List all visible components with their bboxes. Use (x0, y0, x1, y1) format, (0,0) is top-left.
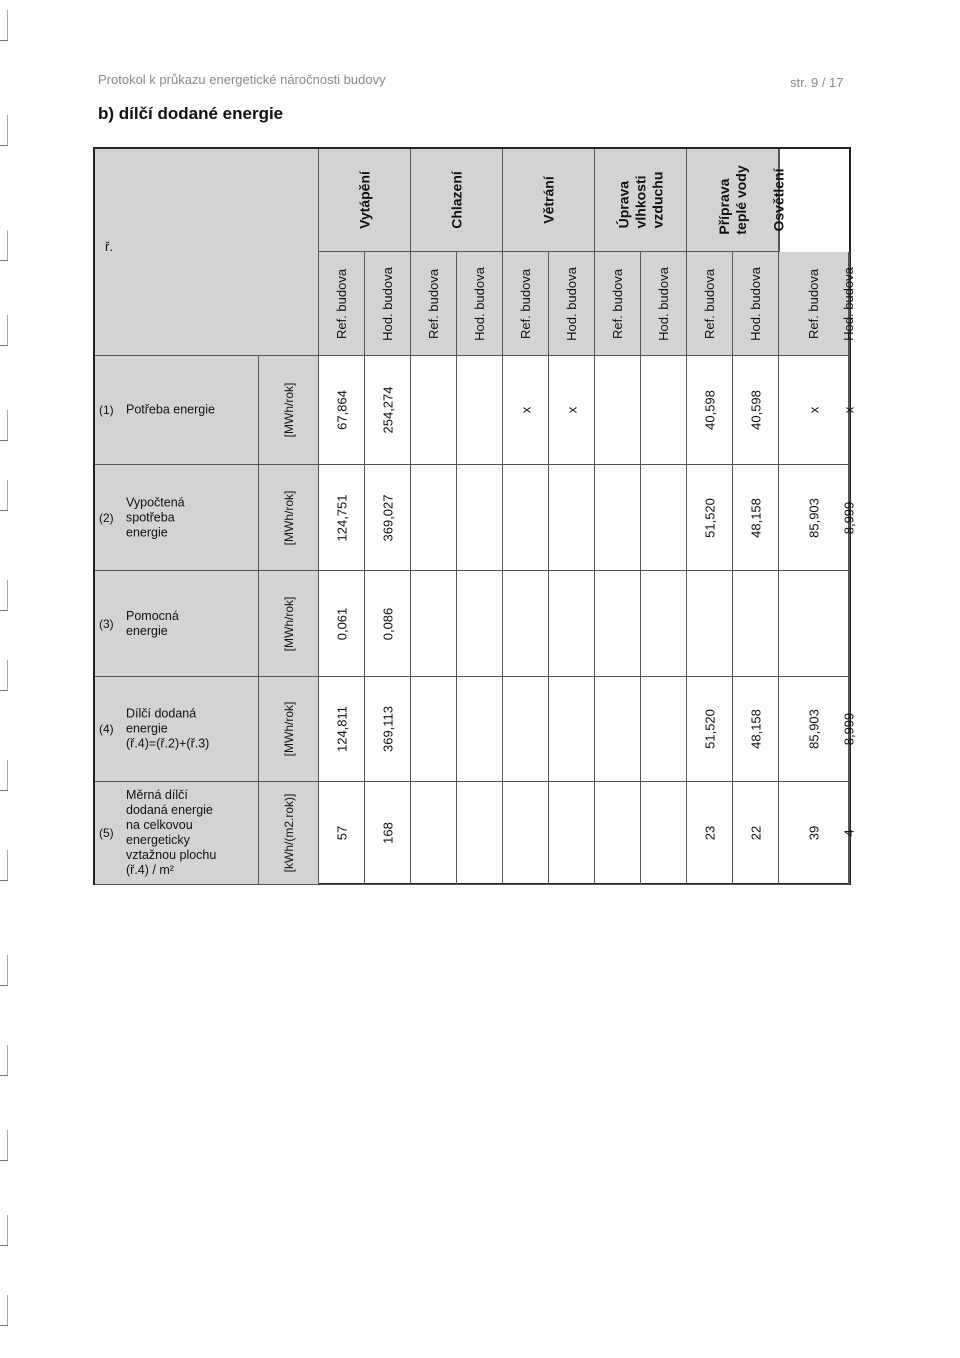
subrow-label: Hod. budova (471, 266, 487, 341)
subrow-header (641, 252, 687, 356)
binder-mark (0, 440, 8, 441)
binder-mark (0, 985, 8, 986)
value-cell (503, 571, 549, 677)
row-label-line: dodaná energie (126, 803, 213, 817)
value-cell (457, 782, 503, 885)
subrow-label: Ref. budova (805, 268, 821, 339)
value-cell (641, 465, 687, 571)
subrow-header (457, 252, 503, 356)
value: 51,520 (702, 709, 717, 749)
value-cell (503, 782, 549, 885)
value: 22 (748, 825, 763, 841)
value-cell (457, 571, 503, 677)
row-label (126, 609, 246, 639)
subrow-header (841, 252, 856, 356)
value-cell (457, 465, 503, 571)
subrow-label: Ref. budova (609, 268, 625, 339)
row-label-line: Potřeba energie (126, 402, 215, 417)
binder-mark (0, 145, 8, 146)
binder-mark (0, 1325, 8, 1326)
value: 48,158 (748, 709, 763, 749)
value: 8,999 (841, 712, 857, 746)
subrow-label: Ref. budova (333, 268, 349, 339)
value-cell (319, 677, 365, 782)
binder-mark (0, 345, 8, 346)
binder-mark (0, 510, 8, 511)
subrow-label: Ref. budova (425, 268, 441, 339)
section-title: b) dílčí dodané energie (98, 104, 284, 123)
corner-cell (95, 149, 319, 356)
value: x (564, 406, 579, 414)
group-name (615, 172, 666, 229)
value-cell (595, 465, 641, 571)
subrow-header (365, 252, 411, 356)
unit-label: [MWh/rok] (281, 382, 296, 438)
value-cell (687, 356, 733, 465)
unit-label: [MWh/rok] (281, 490, 296, 545)
row-number: (2) (99, 510, 114, 525)
subrow-header (549, 252, 595, 356)
row-label-line: Dílčí dodaná (126, 706, 197, 721)
unit-cell (259, 571, 319, 677)
value-cell (549, 782, 595, 885)
row-label-cell (95, 677, 259, 782)
group-header (411, 149, 503, 252)
row-label-line: energeticky (126, 833, 190, 847)
group-name-line: Úprava (615, 180, 631, 229)
binder-mark (0, 790, 8, 791)
row-label-line: Pomocná (126, 608, 179, 623)
unit-cell (259, 677, 319, 782)
value: 67,864 (334, 390, 349, 430)
binder-mark (0, 40, 8, 41)
value-cell (841, 782, 857, 885)
binder-mark (0, 1075, 8, 1076)
row-number: (3) (99, 616, 114, 631)
value: 0,061 (334, 607, 349, 640)
group-name (356, 171, 373, 229)
value-cell (411, 356, 457, 465)
value-cell (319, 571, 365, 677)
group-name-line: Větrání (540, 176, 556, 224)
value: 168 (380, 822, 395, 844)
value-cell (841, 356, 857, 465)
binder-mark (0, 610, 8, 611)
subrow-label: Hod. budova (841, 266, 856, 341)
value-cell (319, 356, 365, 465)
value-cell (641, 356, 687, 465)
subrow-header (411, 252, 457, 356)
row-label-line: Vypočtená (126, 495, 185, 509)
value-cell (841, 677, 857, 782)
value-cell (411, 571, 457, 677)
value-cell (779, 782, 849, 885)
value-cell (319, 782, 365, 885)
value-cell (733, 677, 779, 782)
value-cell (779, 571, 849, 677)
group-name-line: vzduchu (649, 171, 665, 229)
row-label-line: Měrná dílčí (126, 788, 188, 802)
value-cell (411, 465, 457, 571)
value-cell (641, 571, 687, 677)
row-number-header: ř. (105, 239, 113, 254)
value: x (518, 406, 533, 414)
value-cell (457, 356, 503, 465)
value: 124,751 (334, 494, 349, 541)
binder-mark (0, 1245, 8, 1246)
row-number: (5) (99, 826, 114, 840)
unit-cell (259, 465, 319, 571)
value-cell (595, 677, 641, 782)
subrow-label: Hod. budova (379, 266, 395, 341)
subrow-label: Hod. budova (563, 266, 579, 341)
row-label (126, 788, 246, 878)
value: 85,903 (806, 497, 821, 538)
value-cell (841, 465, 857, 571)
subrow-header (779, 252, 849, 356)
value-cell (849, 571, 850, 677)
value: 4 (841, 829, 857, 837)
value: 369,113 (380, 705, 395, 753)
row-label-line: vztažnou plochu (126, 848, 217, 862)
value: 124,811 (334, 705, 349, 753)
value-cell (687, 571, 733, 677)
value-cell (411, 782, 457, 885)
group-name (771, 168, 788, 231)
group-name (448, 171, 465, 229)
row-label-line: energie (126, 525, 168, 539)
value-cell (733, 356, 779, 465)
value-cell (549, 465, 595, 571)
unit-cell (259, 356, 319, 465)
row-label-line: (ř.4) / m² (126, 863, 174, 877)
energy-table (93, 147, 857, 885)
row-label-line: energie (126, 623, 168, 638)
row-number: (4) (99, 722, 114, 736)
value-cell (503, 465, 549, 571)
subrow-header (319, 252, 365, 356)
value-cell (687, 782, 733, 885)
value-cell (687, 465, 733, 571)
value: 23 (702, 825, 717, 841)
page-header-title: Protokol k průkazu energetické náročnosti budovy (98, 72, 386, 87)
row-label-cell (95, 356, 259, 465)
value: 40,598 (748, 390, 763, 430)
group-header (770, 149, 787, 252)
value: 51,520 (702, 497, 717, 538)
value-cell (365, 465, 411, 571)
value: 0,086 (380, 607, 395, 640)
value-cell (365, 356, 411, 465)
subrow-label: Hod. budova (747, 266, 763, 341)
group-name-line: vlhkosti (632, 175, 648, 229)
value-cell (641, 677, 687, 782)
unit-label: [kWh/(m2.rok)] (281, 793, 296, 873)
page-number: str. 9 / 17 (790, 75, 844, 90)
binder-mark (0, 690, 8, 691)
group-name (716, 165, 750, 234)
subrow-label: Ref. budova (517, 268, 533, 339)
group-name-line: Osvětlení (770, 168, 787, 232)
value: 57 (334, 825, 349, 841)
group-name (540, 176, 557, 223)
value: 254,274 (380, 386, 395, 434)
value: x (841, 406, 857, 414)
binder-mark (0, 1160, 8, 1161)
value-cell (733, 571, 779, 677)
group-header (687, 149, 779, 252)
group-header (595, 149, 687, 252)
row-label (126, 403, 246, 418)
binder-mark (0, 260, 8, 261)
value-cell (779, 465, 849, 571)
value-cell (595, 782, 641, 885)
value: 48,158 (748, 497, 763, 538)
group-header (319, 149, 411, 252)
group-header (503, 149, 595, 252)
group-name-line: Vytápění (356, 171, 372, 229)
value-cell (365, 782, 411, 885)
row-label-cell (95, 465, 259, 571)
value-cell (365, 571, 411, 677)
row-label-line: na celkovou (126, 818, 193, 832)
value-cell (733, 465, 779, 571)
unit-cell (259, 782, 319, 885)
group-name-line: Chlazení (448, 171, 464, 229)
row-label (126, 495, 246, 540)
value-cell (733, 782, 779, 885)
value-cell (503, 677, 549, 782)
row-label-line: spotřeba (126, 510, 175, 524)
subrow-header (733, 252, 779, 356)
row-number: (1) (99, 403, 114, 417)
unit-label: [MWh/rok] (281, 701, 296, 757)
unit-label: [MWh/rok] (281, 596, 296, 651)
value-cell (779, 356, 849, 465)
subrow-label: Ref. budova (701, 268, 717, 339)
value-cell (595, 356, 641, 465)
row-label-line: energie (126, 721, 168, 736)
row-label-cell (95, 571, 259, 677)
value: x (806, 406, 821, 414)
group-name-line: Příprava (715, 178, 732, 235)
value: 39 (806, 825, 821, 841)
value-cell (457, 677, 503, 782)
value: 40,598 (702, 390, 717, 430)
value-cell (549, 356, 595, 465)
value-cell (549, 571, 595, 677)
group-name-line: teplé vody (732, 165, 749, 235)
subrow-header (595, 252, 641, 356)
value-cell (687, 677, 733, 782)
row-label (126, 707, 246, 752)
value: 85,903 (806, 709, 821, 749)
value-cell (779, 677, 849, 782)
value: 369,027 (380, 494, 395, 541)
value: 8,999 (841, 501, 857, 534)
value-cell (365, 677, 411, 782)
row-label-cell (95, 782, 259, 885)
value-cell (503, 356, 549, 465)
value-cell (319, 465, 365, 571)
value-cell (411, 677, 457, 782)
binder-mark (0, 880, 8, 881)
value-cell (595, 571, 641, 677)
row-label-line: (ř.4)=(ř.2)+(ř.3) (126, 736, 210, 751)
value-cell (641, 782, 687, 885)
subrow-label: Hod. budova (655, 266, 671, 341)
value-cell (549, 677, 595, 782)
subrow-header (687, 252, 733, 356)
subrow-header (503, 252, 549, 356)
